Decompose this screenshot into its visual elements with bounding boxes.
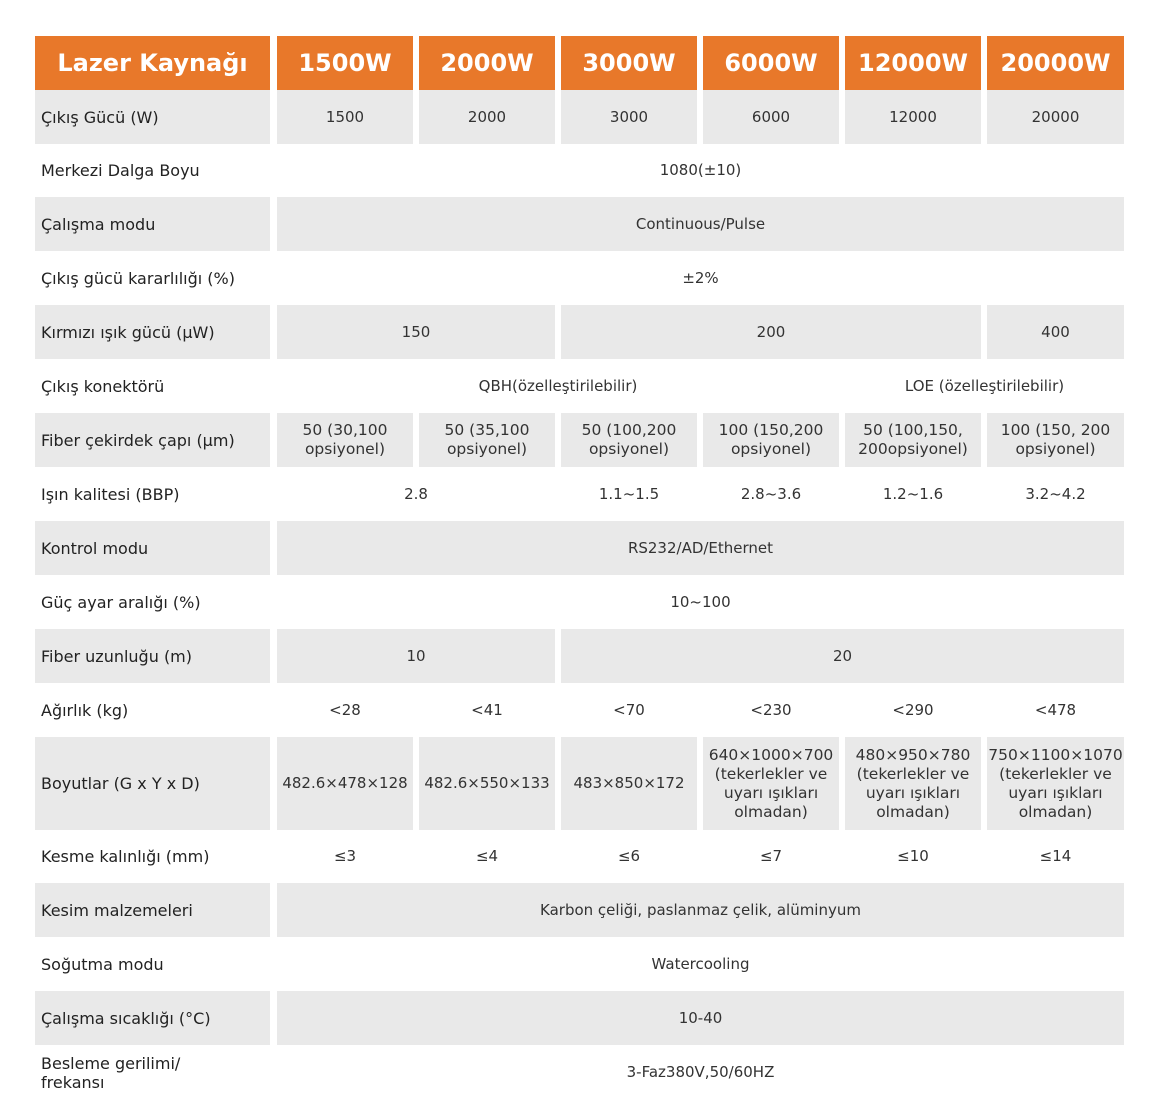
row-value-dimensions [845, 737, 981, 830]
row-value-power-stability: ±2% [682, 268, 719, 287]
cell-line: 483×850×172 [573, 774, 685, 792]
cell-line: opsiyonel) [588, 440, 670, 458]
row-value-operating-temperature: 10-40 [277, 991, 1124, 1045]
cell-line: 50 (100,150, [863, 421, 963, 439]
row-label-cooling-mode: Soğutma modu [41, 954, 164, 974]
row-label-fiber-core-diameter: Fiber çekirdek çapı (μm) [35, 413, 270, 467]
row-value-control-mode: RS232/AD/Ethernet [277, 521, 1124, 575]
row-label-center-wavelength: Merkezi Dalga Boyu [41, 161, 200, 180]
row-value-weight: <41 [471, 700, 503, 719]
cell-line: 100 (150,200 [718, 421, 824, 439]
cell-line: (tekerlekler ve [856, 764, 970, 783]
row-value-weight: <70 [613, 700, 645, 719]
cell-text [1001, 421, 1111, 459]
row-value-dimensions [987, 737, 1124, 830]
cell-text [719, 421, 824, 459]
cell-line: uyarı ışıkları [865, 783, 961, 802]
row-value-dimensions [419, 737, 555, 830]
row-value-output-power: 12000 [845, 90, 981, 144]
cell-line: 100 (150, 200 [1000, 421, 1111, 439]
row-label-power-adjust-range: Güç ayar aralığı (%) [41, 592, 201, 612]
header-label: Lazer Kaynağı [35, 36, 270, 90]
header-model-12000w: 12000W [845, 36, 981, 90]
row-value-cutting-thickness: ≤4 [475, 847, 499, 865]
row-value-output-connector: QBH(özelleştirilebilir) [478, 376, 638, 395]
row-value-weight: <230 [750, 700, 792, 719]
row-value-fiber-core-diameter [703, 413, 839, 467]
row-value-cutting-thickness: ≤7 [759, 847, 783, 865]
header-model-1500w: 1500W [277, 36, 413, 90]
header-model-6000w: 6000W [703, 36, 839, 90]
cell-line: opsiyonel) [304, 440, 386, 458]
cell-line: olmadan) [1018, 802, 1093, 821]
row-value-cutting-materials: Karbon çeliği, paslanmaz çelik, alüminyum [277, 883, 1124, 937]
header-model-2000w: 2000W [419, 36, 555, 90]
row-label-fiber-length: Fiber uzunluğu (m) [35, 629, 270, 683]
row-value-weight: <478 [1034, 700, 1077, 719]
row-value-supply-voltage: 3-Faz380V,50/60HZ [626, 1063, 775, 1081]
row-value-dimensions [561, 737, 697, 830]
cell-line: opsiyonel) [730, 440, 812, 458]
row-value-fiber-core-diameter [845, 413, 981, 467]
row-value-red-light-power: 200 [561, 305, 981, 359]
cell-text [858, 421, 968, 459]
cell-text [988, 746, 1122, 822]
row-value-operating-mode: Continuous/Pulse [277, 197, 1124, 251]
row-label-power-stability: Çıkış gücü kararlılığı (%) [41, 268, 235, 288]
row-label-control-mode: Kontrol modu [35, 521, 270, 575]
cell-line: olmadan) [876, 802, 950, 821]
cell-text [445, 421, 530, 459]
row-value-output-power: 1500 [277, 90, 413, 144]
cell-line: frekansı [41, 1072, 105, 1092]
row-value-dimensions [277, 737, 413, 830]
row-label-cutting-thickness: Kesme kalınlığı (mm) [41, 847, 210, 866]
cell-line: opsiyonel) [1015, 440, 1096, 458]
header-model-20000w: 20000W [987, 36, 1124, 90]
row-value-output-connector: LOE (özelleştirilebilir) [904, 376, 1065, 395]
cell-line: 50 (35,100 [444, 421, 530, 439]
row-label-operating-mode: Çalışma modu [35, 197, 270, 251]
row-label-output-connector: Çıkış konektörü [41, 376, 165, 396]
cell-line: Besleme gerilimi/ [41, 1053, 181, 1073]
row-value-red-light-power: 150 [277, 305, 555, 359]
row-value-cooling-mode: Watercooling [651, 954, 750, 973]
header-model-3000w: 3000W [561, 36, 697, 90]
row-value-fiber-core-diameter [277, 413, 413, 467]
row-value-beam-quality: 1.1~1.5 [598, 484, 660, 503]
cell-text [709, 746, 834, 822]
row-value-beam-quality: 1.2~1.6 [882, 484, 944, 503]
cell-line: 482.6×550×133 [424, 774, 550, 792]
row-label-red-light-power: Kırmızı ışık gücü (μW) [35, 305, 270, 359]
row-label-cutting-materials: Kesim malzemeleri [35, 883, 270, 937]
row-value-red-light-power: 400 [987, 305, 1124, 359]
row-value-power-adjust-range: 10~100 [670, 592, 731, 611]
row-value-beam-quality: 3.2~4.2 [1025, 484, 1086, 503]
row-value-cutting-thickness: ≤3 [333, 847, 357, 865]
cell-line: olmadan) [734, 802, 808, 821]
row-value-weight: <290 [892, 700, 934, 719]
row-value-center-wavelength: 1080(±10) [659, 161, 742, 179]
cell-line: uyarı ışıkları [723, 783, 819, 802]
cell-line: 200opsiyonel) [858, 440, 968, 458]
row-label-operating-temperature: Çalışma sıcaklığı (°C) [35, 991, 270, 1045]
cell-line: opsiyonel) [446, 440, 528, 458]
row-value-fiber-core-diameter [561, 413, 697, 467]
row-value-cutting-thickness: ≤14 [1039, 847, 1072, 865]
cell-line: 480×950×780 [855, 745, 971, 764]
cell-text [582, 421, 677, 459]
cell-text [41, 1054, 180, 1092]
cell-line: uyarı ışıkları [1008, 783, 1103, 802]
cell-text [573, 774, 684, 793]
row-value-beam-quality: 2.8~3.6 [740, 484, 802, 503]
cell-line: 50 (30,100 [302, 421, 388, 439]
row-value-output-power: 3000 [561, 90, 697, 144]
cell-line: 750×1100×1070 [988, 745, 1123, 764]
row-value-output-power: 6000 [703, 90, 839, 144]
row-value-fiber-core-diameter [419, 413, 555, 467]
row-value-cutting-thickness: ≤6 [617, 847, 641, 865]
row-value-cutting-thickness: ≤10 [897, 847, 929, 865]
row-value-fiber-length: 20 [561, 629, 1124, 683]
cell-line: (tekerlekler ve [714, 764, 828, 783]
row-value-dimensions [703, 737, 839, 830]
row-value-output-power: 20000 [987, 90, 1124, 144]
row-label-output-power: Çıkış Gücü (W) [35, 90, 270, 144]
cell-text [424, 774, 549, 793]
cell-text [303, 421, 388, 459]
row-label-dimensions: Boyutlar (G x Y x D) [35, 737, 270, 830]
row-label-supply-voltage [35, 1045, 270, 1100]
row-label-weight: Ağırlık (kg) [41, 700, 129, 720]
row-value-beam-quality: 2.8 [404, 484, 428, 503]
cell-text [856, 746, 971, 822]
cell-line: 640×1000×700 [708, 745, 834, 764]
cell-line: 482.6×478×128 [282, 774, 408, 792]
row-label-beam-quality: Işın kalitesi (BBP) [41, 484, 180, 504]
cell-line: 50 (100,200 [581, 421, 677, 439]
row-value-fiber-core-diameter [987, 413, 1124, 467]
cell-line: (tekerlekler ve [999, 764, 1112, 783]
cell-text [282, 774, 407, 793]
row-value-weight: <28 [329, 700, 361, 719]
row-value-output-power: 2000 [419, 90, 555, 144]
row-value-fiber-length: 10 [277, 629, 555, 683]
